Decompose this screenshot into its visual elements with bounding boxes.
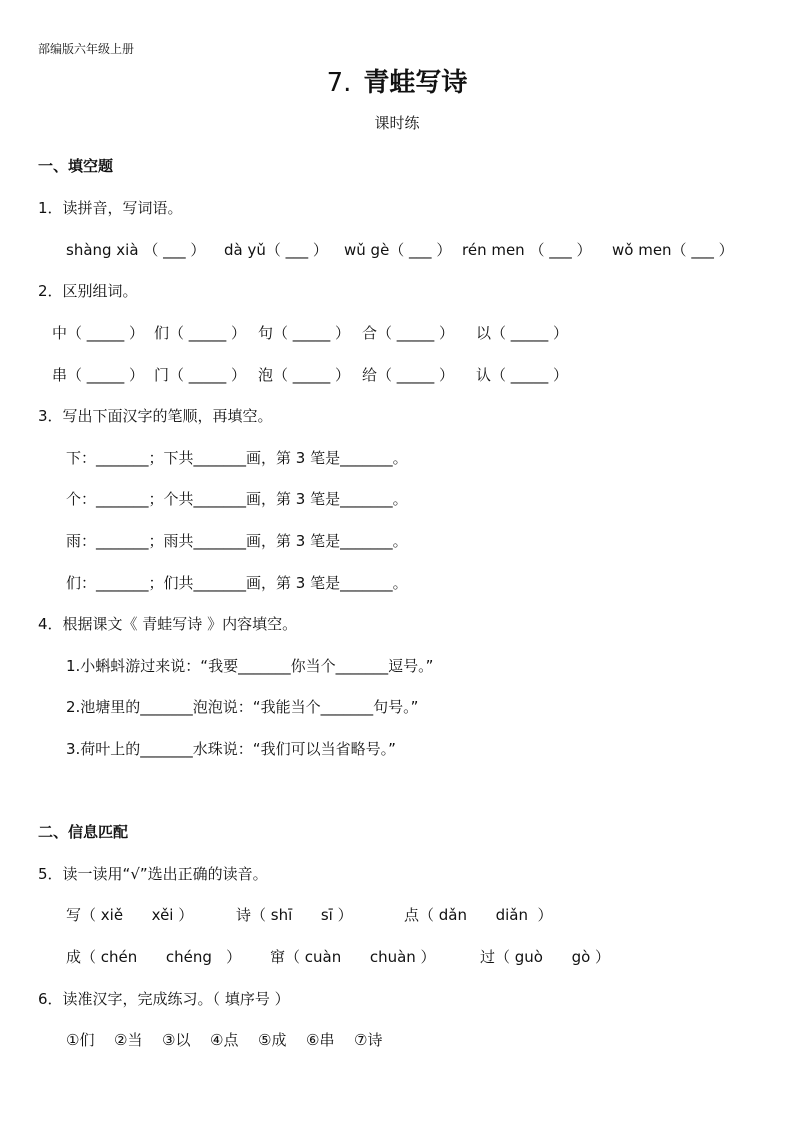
word-group-item: 给（ _____ ） (362, 366, 455, 384)
question-6-items (66, 1029, 402, 1050)
question-1-prompt: 1．读拼音，写词语。 (38, 199, 183, 217)
word-group-item: 串（ _____ ） (52, 366, 145, 384)
numbered-character: ⑥串 (306, 1031, 335, 1049)
numbered-character: ②当 (114, 1031, 143, 1049)
pinyin-item: dà yǔ（ ___ ） (224, 241, 328, 259)
pronunciation-choice: 成（ chén chéng ） (66, 948, 242, 966)
text-fill-line: 1.小蝌蚪游过来说：“我要_______你当个_______逗号。” (66, 657, 434, 675)
page-title (0, 62, 794, 99)
question-2-prompt: 2．区别组词。 (38, 282, 138, 300)
numbered-character: ①们 (66, 1031, 95, 1049)
section-heading-fill-in: 一、填空题 (38, 157, 114, 175)
stroke-order-line: 下：_______；下共_______画，第 3 笔是_______。 (66, 449, 408, 467)
pinyin-item: shàng xià （ ___ ） (66, 241, 206, 259)
pinyin-item: rén men （ ___ ） (462, 241, 592, 259)
word-group-item: 门（ _____ ） (154, 366, 247, 384)
section-heading-matching: 二、信息匹配 (38, 823, 129, 841)
word-group-item: 句（ _____ ） (258, 324, 351, 342)
word-group-item: 们（ _____ ） (154, 324, 247, 342)
pronunciation-choice: 诗（ shī sī ） (236, 906, 353, 924)
question-4-prompt: 4．根据课文《 青蛙写诗 》内容填空。 (38, 615, 298, 633)
word-group-item: 认（ _____ ） (476, 366, 569, 384)
question-1-items (66, 239, 742, 260)
lesson-number: 7. (326, 68, 352, 98)
numbered-character: ③以 (162, 1031, 191, 1049)
question-3-prompt: 3．写出下面汉字的笔顺，再填空。 (38, 407, 273, 425)
question-2-row-1 (52, 322, 576, 343)
question-5-row-2 (66, 946, 620, 967)
question-5-row-1 (66, 904, 564, 925)
numbered-character: ⑦诗 (354, 1031, 383, 1049)
page-subtitle: 课时练 (374, 114, 420, 132)
text-fill-line: 3.荷叶上的_______水珠说：“我们可以当省略号。” (66, 740, 396, 758)
pronunciation-choice: 点（ dǎn diǎn ） (404, 906, 553, 924)
stroke-order-line: 们：_______；们共_______画，第 3 笔是_______。 (66, 574, 408, 592)
question-2-row-2 (52, 364, 576, 385)
pronunciation-choice: 写（ xiě xěi ） (66, 906, 194, 924)
word-group-item: 以（ _____ ） (476, 324, 569, 342)
word-group-item: 合（ _____ ） (362, 324, 455, 342)
lesson-title: 青蛙写诗 (363, 68, 468, 98)
pinyin-item: wǒ men（ ___ ） (612, 241, 734, 259)
numbered-character: ④点 (210, 1031, 239, 1049)
word-group-item: 泡（ _____ ） (258, 366, 351, 384)
stroke-order-line: 雨：_______；雨共_______画，第 3 笔是_______。 (66, 532, 408, 550)
word-group-item: 中（ _____ ） (52, 324, 145, 342)
question-5-prompt: 5．读一读用“√”选出正确的读音。 (38, 865, 268, 883)
text-fill-line: 2.池塘里的_______泡泡说：“我能当个_______句号。” (66, 698, 419, 716)
question-6-prompt: 6．读准汉字，完成练习。（ 填序号 ） (38, 990, 290, 1008)
stroke-order-line: 个：_______；个共_______画，第 3 笔是_______。 (66, 490, 408, 508)
pronunciation-choice: 窜（ cuàn chuàn ） (270, 948, 436, 966)
pronunciation-choice: 过（ guò gò ） (480, 948, 611, 966)
numbered-character: ⑤成 (258, 1031, 287, 1049)
pinyin-item: wǔ gè（ ___ ） (344, 241, 452, 259)
header-note: 部编版六年级上册 (38, 42, 135, 56)
